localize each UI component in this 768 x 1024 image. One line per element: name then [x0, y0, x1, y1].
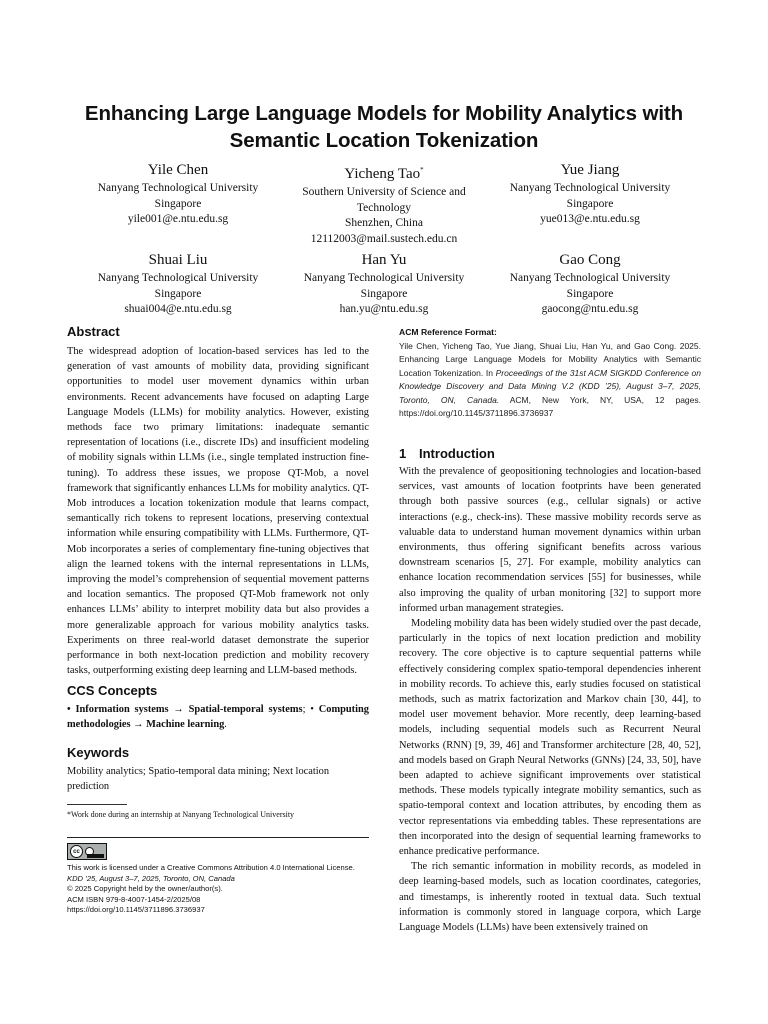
cc-icon: cc [70, 845, 83, 858]
introduction-text: With the prevalence of geopositioning technologies and location-based services, vast amounts of location footprints have been generated through both passive sources (e.g., cellular signals) or active interactions (e.g., check-ins). These massive mobility records serve as valuable data to understand human movement dynamics within urban environments, thus offering significant benefits across various downstream scenarios [5, 27]. For example, mobility analytics can enhance location recommendation services [55] for businesses, while also improving the quality of urban monitoring [32] to support more informed urban management strategies. Modeling mobility data has been widely studied over the past decade, particularly in the topics of next location prediction and mobility recovery. The core objective is to capture sequential patterns while effectively considering complex spatio-temporal dependencies inherent in mobility records. To achieve this, early studies focused on statistical methods, such as matrix factorization and Markov chain [30, 44], to model user movement behavior. More recently, deep learning-based models, including sequential models such as Recurrent Neural Networks (RNN) [9, 39, 46] and Transformer architecture [28, 40, 52], and models based on Graph Neural Networks (GNNs) [24, 33, 50], have been adapted to achieve significant improvements over statistical methods. These models typically integrate mobility semantics, such as spatio-temporal context and location attributes, by encoding them as vector representations via embedding tables. These representations are then incorporated into the design of sequential learning frameworks to enhance predicative performance. The rich semantic information in mobility records, as modeled in deep learning-based models, such as location coordinates, categories, and timestamps, is inherently rooted in textual data. Such textual information is commonly stored in language corpora, which Large Language Models (LLMs) have been extensively trained on [399, 466, 701, 934]
reference-format-heading: ACM Reference Format: [399, 327, 497, 337]
footnote-mark[interactable]: * [420, 166, 424, 174]
ccs-concepts: • Information systems → Spatial-temporal systems; • Computing methodologies → Machine learning. [67, 704, 369, 731]
reference-format-text: Yile Chen, Yicheng Tao, Yue Jiang, Shuai Liu, Han Yu, and Gao Cong. 2025. Enhancing Large Language Models for Mobility Analytics with Semantic Location Tokenization. In Proceedings of the 31st ACM SIGKDD Conference on Knowledge Discovery and Data Mining V.2 (KDD ’25), August 3–7, 2025, Toronto, ON, Canada. ACM, New York, NY, USA, 12 pages. https://doi.org/10.1145/3711896.3736937 [399, 341, 701, 419]
author-block: Shuai Liu Nanyang Technological University Singapore shuai004@e.ntu.edu.sg [63, 251, 293, 318]
cc-by-license-icon[interactable] [67, 843, 107, 860]
author-email[interactable]: yue013@e.ntu.edu.sg [540, 213, 640, 225]
footnote-rule [67, 804, 127, 805]
badge-bar [87, 854, 104, 858]
ccs-heading: CCS Concepts [67, 683, 158, 698]
reference-doi[interactable]: ACM, New York, NY, USA, 12 pages. https://doi.org/10.1145/3711896.3736937 [399, 394, 701, 419]
footnote: *Work done during an internship at Nanyang Technological University [67, 810, 295, 819]
license-link[interactable]: This work is licensed under a Creative Commons Attribution 4.0 International License. [67, 863, 355, 872]
author-email[interactable]: han.yu@ntu.edu.sg [339, 303, 429, 315]
author-block: Gao Cong Nanyang Technological University Singapore gaocong@ntu.edu.sg [475, 251, 705, 318]
author-block: Yicheng Tao* Southern University of Science and Technology Shenzhen, China 12112003@mail.sustech.edu.cn [269, 161, 499, 247]
introduction-heading: 1 Introduction [399, 446, 495, 461]
license-block: This work is licensed under a Creative Commons Attribution 4.0 International License. KDD ’25, August 3–7, 2025, Toronto, ON, Canada © 2025 Copyright held by the owner/author(s). ACM ISBN 979-8-4007-1454-2/2025/08 https://doi.org/10.1145/3711896.3736937 [67, 863, 369, 916]
abstract-heading: Abstract [67, 324, 120, 339]
author-email[interactable]: 12112003@mail.sustech.edu.cn [310, 232, 458, 245]
author-block: Yile Chen Nanyang Technological University Singapore yile001@e.ntu.edu.sg [63, 161, 293, 228]
author-block: Han Yu Nanyang Technological University Singapore han.yu@ntu.edu.sg [269, 251, 499, 318]
abstract-text: The widespread adoption of location-based services has led to the generation of vast amounts of mobility data, providing significant opportunities to model user movement dynamics within urban environments. Recent advancements have focused on adapting Large Language Models (LLMs) for mobility analytics. However, existing methods face two primary limitations: inadequate semantic representation of locations (i.e., discrete IDs) and insufficient modeling of mobility signals within LLMs (i.e., single templated instruction fine-tuning). To address these issues, we propose QT-Mob, a novel framework that significantly enhances LLMs for mobility analytics. QT-Mob introduces a location tokenization module that learns compact, semantically rich tokens to represent locations, preserving contextual information while ensuring compatibility with LLMs. Furthermore, QT-Mob incorporates a series of complementary fine-tuning objectives that align the learned tokens with the internal representations in LLMs, improving the model’s comprehension of sequential movement patterns and location semantics. The proposed QT-Mob framework not only enhances LLMs’ ability to interpret mobility data but also provides a more generalizable approach for various mobility analytics tasks. Experiments on three real-world dataset demonstrate the superior performance in both next-location prediction and mobility recovery tasks, outperforming existing deep learning and LLM-based methods. [67, 346, 369, 677]
author-email[interactable]: shuai004@e.ntu.edu.sg [124, 303, 232, 315]
author-block: Yue Jiang Nanyang Technological University Singapore yue013@e.ntu.edu.sg [475, 161, 705, 228]
author-email[interactable]: yile001@e.ntu.edu.sg [127, 213, 229, 225]
license-rule [67, 837, 369, 838]
author-email[interactable]: gaocong@ntu.edu.sg [541, 303, 639, 315]
doi-link[interactable]: https://doi.org/10.1145/3711896.3736937 [67, 905, 205, 915]
keywords-heading: Keywords [67, 745, 130, 760]
paper-title: Enhancing Large Language Models for Mobility Analytics with Semantic Location Tokenization [84, 102, 684, 152]
keywords-text: Mobility analytics; Spatio-temporal data mining; Next location prediction [67, 766, 330, 793]
